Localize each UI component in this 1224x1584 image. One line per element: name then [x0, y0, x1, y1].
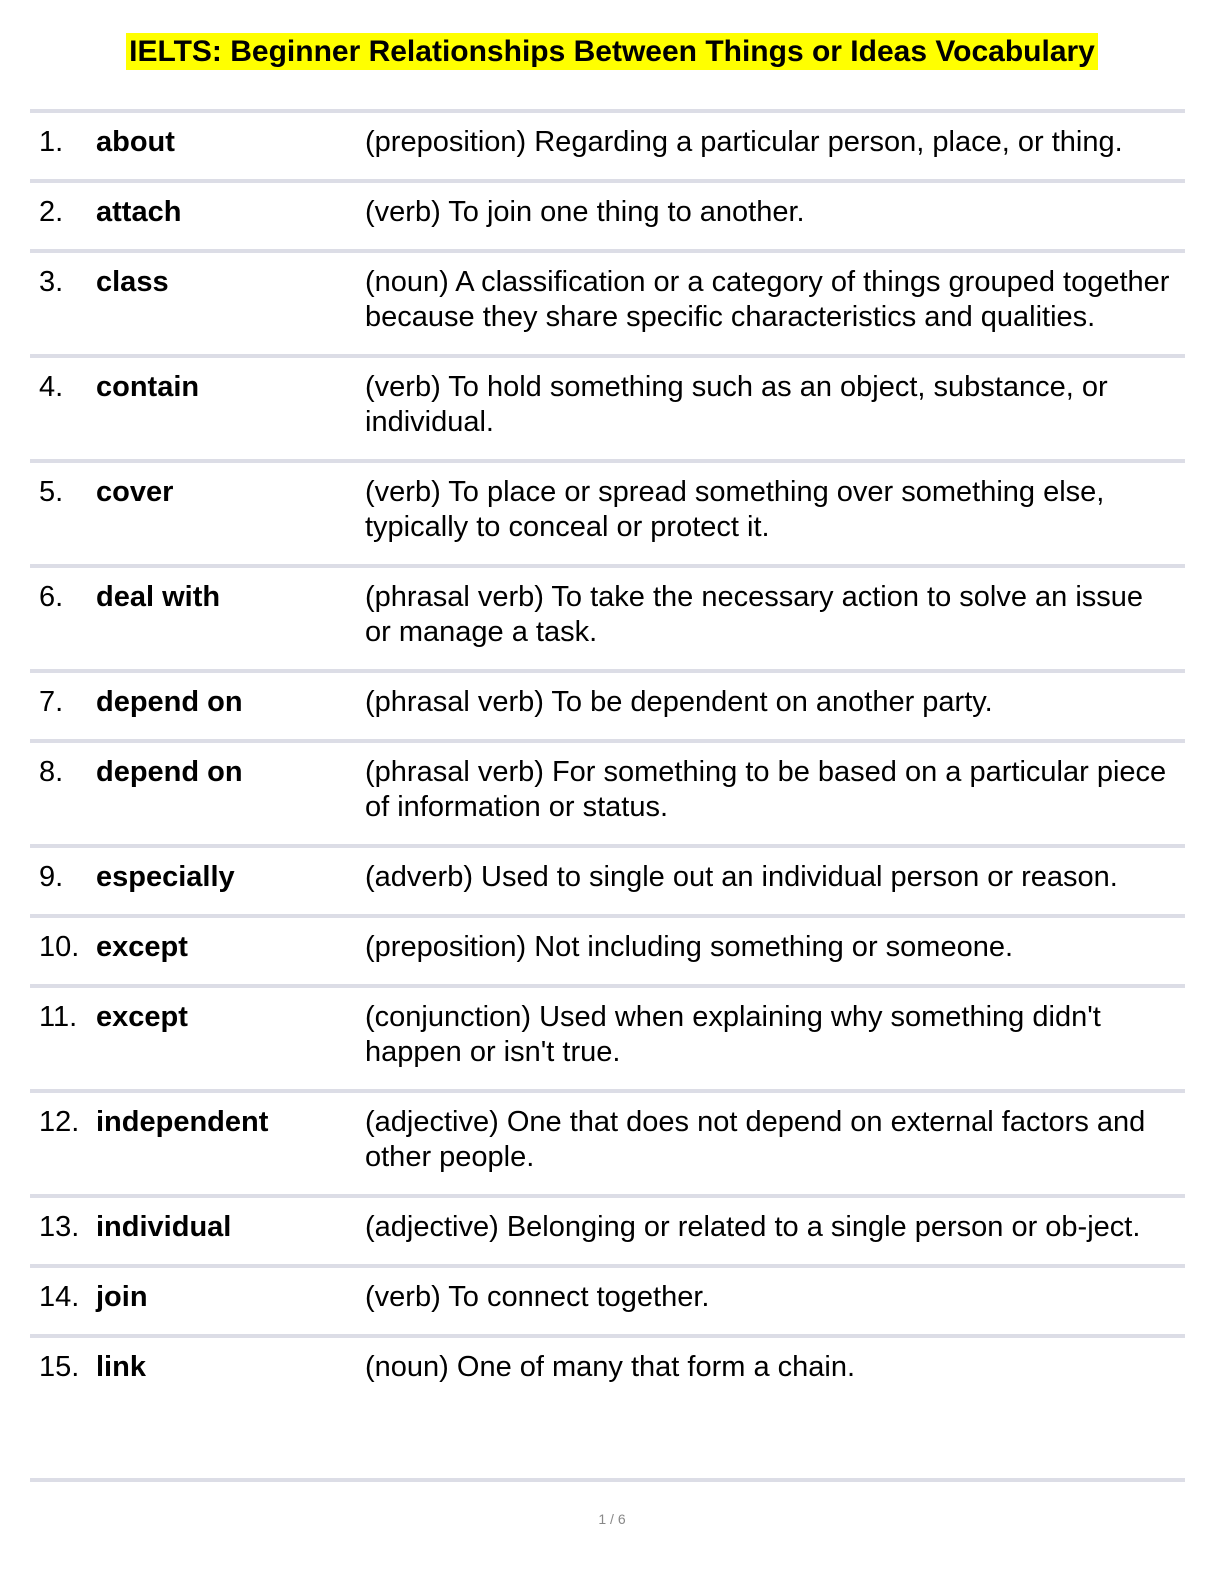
entry-term: independent [96, 1106, 269, 1138]
entry-definition: (phrasal verb) For something to be based on a particular piece of information or status. [365, 756, 1167, 823]
vocabulary-table [30, 109, 1185, 1482]
entry-definition: (verb) To place or spread something over something else, typically to conceal or protect it. [365, 476, 1105, 543]
entry-number: 10. [39, 931, 80, 963]
entry-definition: (conjunction) Used when explaining why something didn't happen or isn't true. [365, 1001, 1101, 1068]
entry-term: join [96, 1281, 148, 1313]
document-title: IELTS: Beginner Relationships Between Things or Ideas Vocabulary [126, 33, 1098, 70]
vocab-row [30, 113, 1185, 179]
entry-definition: (preposition) Regarding a particular person, place, or thing. [365, 126, 1123, 158]
vocab-row [30, 183, 1185, 249]
vocab-row [30, 743, 1185, 844]
entry-term: except [96, 931, 188, 963]
entry-term: depend on [96, 756, 243, 788]
entry-term: contain [96, 371, 200, 403]
entry-term: about [96, 126, 175, 158]
vocab-row [30, 1338, 1185, 1404]
vocab-row [30, 1198, 1185, 1264]
entry-term: class [96, 266, 169, 298]
entry-definition: (preposition) Not including something or someone. [365, 931, 1014, 963]
vocab-row [30, 358, 1185, 459]
vocab-row [30, 918, 1185, 984]
entry-term: deal with [96, 581, 221, 613]
entry-definition: (noun) One of many that form a chain. [365, 1351, 856, 1383]
vocab-row [30, 253, 1185, 354]
entry-number: 7. [39, 686, 64, 718]
entry-term: depend on [96, 686, 243, 718]
entry-number: 14. [39, 1281, 80, 1313]
entry-number: 15. [39, 1351, 80, 1383]
entry-term: link [96, 1351, 146, 1383]
entry-term: except [96, 1001, 188, 1033]
entry-term: individual [96, 1211, 232, 1243]
divider [30, 1478, 1185, 1482]
entry-definition: (adverb) Used to single out an individual person or reason. [365, 861, 1118, 893]
entry-number: 1. [39, 126, 64, 158]
entry-definition: (verb) To join one thing to another. [365, 196, 805, 228]
entry-definition: (verb) To connect together. [365, 1281, 710, 1313]
vocab-row [30, 463, 1185, 564]
page-indicator: 1 / 6 [598, 1511, 626, 1527]
entry-number: 13. [39, 1211, 80, 1243]
entry-number: 6. [39, 581, 64, 613]
entry-term: attach [96, 196, 182, 228]
entry-definition: (adjective) One that does not depend on external factors and other people. [365, 1106, 1146, 1173]
table-bottom-space [30, 1404, 1185, 1478]
vocab-row [30, 848, 1185, 914]
vocab-row [30, 988, 1185, 1089]
entry-definition: (phrasal verb) To be dependent on another party. [365, 686, 993, 718]
entry-number: 4. [39, 371, 64, 403]
vocab-row [30, 1093, 1185, 1194]
entry-definition: (noun) A classification or a category of things grouped together because they share specific characteristics and qualities. [365, 266, 1170, 333]
vocab-row [30, 1268, 1185, 1334]
title-wrap [0, 33, 1224, 70]
entry-number: 3. [39, 266, 64, 298]
entry-definition: (phrasal verb) To take the necessary action to solve an issue or manage a task. [365, 581, 1144, 648]
entry-number: 8. [39, 756, 64, 788]
entry-number: 5. [39, 476, 64, 508]
entry-number: 11. [39, 1001, 78, 1033]
entry-definition: (verb) To hold something such as an object, substance, or individual. [365, 371, 1108, 438]
entry-term: cover [96, 476, 174, 508]
vocab-row [30, 673, 1185, 739]
entry-definition: (adjective) Belonging or related to a single person or ob-ject. [365, 1211, 1141, 1243]
entry-term: especially [96, 861, 235, 893]
vocab-row [30, 568, 1185, 669]
entry-number: 2. [39, 196, 64, 228]
entry-number: 12. [39, 1106, 80, 1138]
entry-number: 9. [39, 861, 64, 893]
